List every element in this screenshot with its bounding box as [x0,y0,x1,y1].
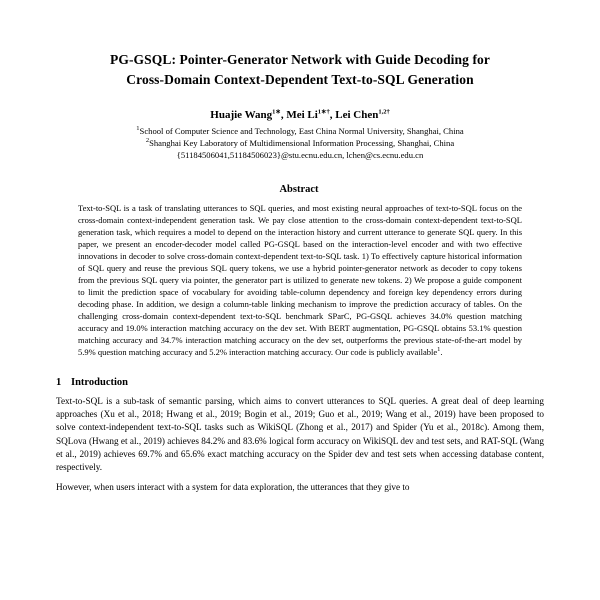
abstract-text: Text-to-SQL is a task of translating utterances to SQL queries, and most existing neural approaches of text-to-SQL focus on the cross-domain context-independent generation task. We pay close attention to the cross-domain context-dependent text-to-SQL generation task, which requires a model to depend on the interaction history and current utterance to generate SQL query. In this paper, we present an encoder-decoder model called PG-GSQL based on the interaction-level encoder and with two effective innovations in decoder to solve cross-domain context-dependent text-to-SQL task. 1) To effectively capture historical information of SQL query and reuse the previous SQL query tokens, we use a hybrid pointer-generator network as decoder to copy tokens from the previous SQL query via pointer, the generator part is utilized to generate new tokens. 2) We propose a guide component to limit the prediction space of vocabulary for avoiding table-column dependency and foreign key dependency errors during decoding phase. In addition, we design a column-table linking mechanism to improve the prediction accuracy of tables. On the challenging cross-domain context-dependent text-to-SQL benchmark SParC, PG-GSQL achieves 34.0% question matching accuracy and 19.0% interaction matching accuracy on the dev set. With BERT augmentation, PG-GSQL obtains 53.1% question matching accuracy and 34.7% interaction matching accuracy on the dev set, outperforms the previous state-of-the-art model by 5.9% question matching accuracy and 5.2% interaction matching accuracy. Our code is publicly available [78,202,522,358]
author-1-mark: 1∗ [272,108,281,116]
page-title [56,50,544,89]
affiliations [56,126,544,162]
abstract-period: . [440,347,443,358]
affiliation-2-text: Shanghai Key Laboratory of Multidimensional Information Processing, Shanghai, China [149,137,455,148]
affiliation-1-mark: 1 [136,125,140,133]
affiliation-1 [56,126,544,138]
intro-paragraph-1: Text-to-SQL is a sub-task of semantic parsing, which aims to convert utterances to SQL queries. A great deal of deep learning approaches (Xu et al., 2018; Hwang et al., 2019; Bogin et al., 2019; Guo et al., 2019; Wang et al., 2019) have been proposed to solve context-independent text-to-SQL tasks such as WikiSQL (Zhong et al., 2017) and Spider (Yu et al., 2018c). Among them, SQLova (Hwang et al., 2019) achieves 84.2% and 83.6% logical form accuracy on WikiSQL dev and test sets, and RAT-SQL (Wang et al., 2019) achieves 69.7% and 65.6% exact matching accuracy on the Spider dev and test sets when accessing database content, respectively. [56,395,544,473]
abstract-footnote-marker[interactable]: 1 [437,346,441,354]
author-3: Lei Chen$^{1,2\dagger}$ [335,108,390,122]
affiliation-1-text: School of Computer Science and Technology, East China Normal University, Shanghai, China [139,126,464,137]
section-title: Introduction [71,376,128,388]
affiliation-2 [56,138,544,150]
abstract-body [78,202,522,359]
intro-paragraph-2: However, when users interact with a system for data exploration, the utterances that they give to [56,481,410,492]
author-2: Mei $Li^{1∗\dagger}$, [286,108,336,122]
affiliation-2-mark: 2 [145,137,150,145]
section-number: 1 [56,376,62,388]
title-line-1: PG-GSQL: Pointer-Generator Network with Guide Decoding for [110,52,490,67]
author-1: Huajie Wang$^{1∗}$, [210,108,287,122]
author-emails: {51184506041,51184506023}@stu.ecnu.edu.cn, lchen@cs.ecnu.edu.cn [176,149,424,160]
section-heading-introduction [56,377,544,388]
author-2-mark: 1∗† [317,108,330,116]
author-list [56,109,544,121]
abstract-heading: Abstract [279,183,319,195]
title-line-2: Cross-Domain Context-Dependent Text-to-SQL Generation [126,71,474,87]
author-3-mark: 1,2† [378,108,390,116]
